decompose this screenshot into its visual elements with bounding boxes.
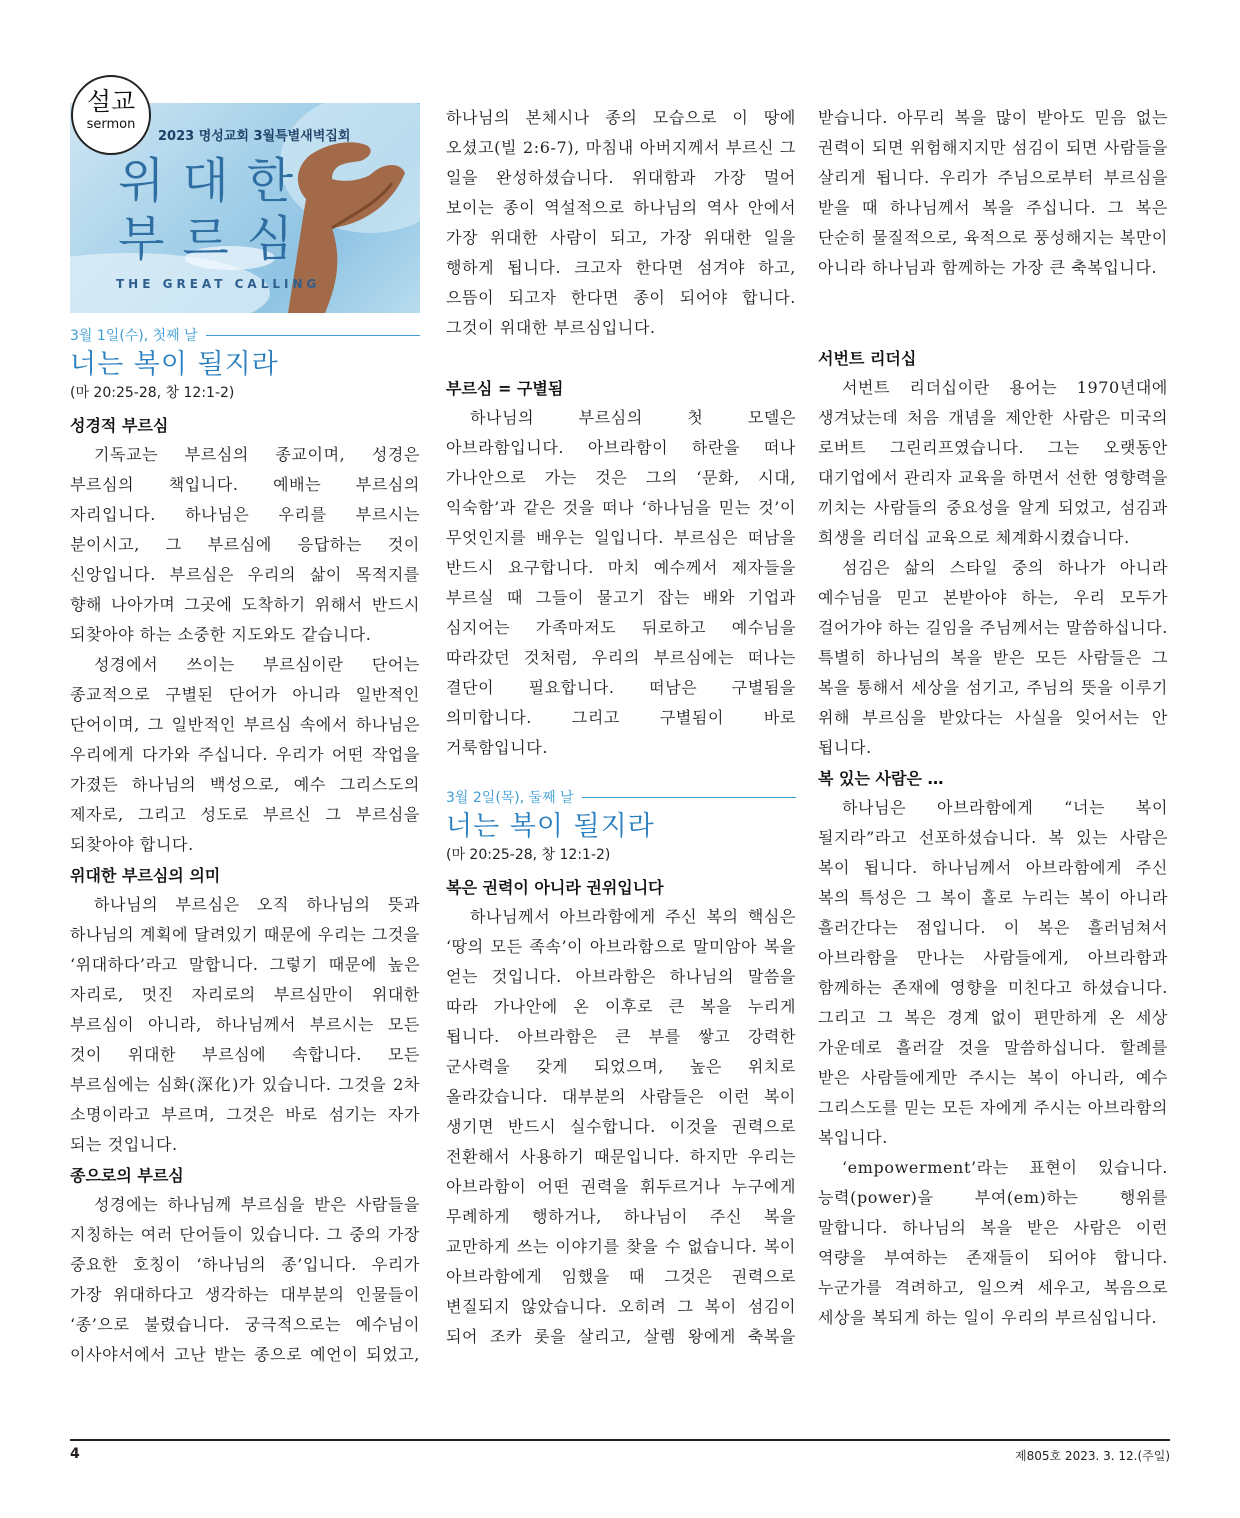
- column-1: [70, 325, 420, 1370]
- paragraph: 기독교는 부르심의 종교이며, 성경은 부르심의 책입니다. 예배는 부르심의 자리입니다. 하나님은 우리를 부르시는 분이시고, 그 부르심에 응답하는 것이 신앙입니다. 부르심은 우리의 삶이 목적지를 향해 나아가며 그곳에 도착하기 위해서 반드시 되찾아야 하는 소중한 지도와도 같습니다.: [70, 445, 420, 644]
- paragraph: 하나님의 부르심은 오직 하나님의 뜻과 하나님의 계획에 달려있기 때문에 우리는 그것을 ‘위대하다’라고 말합니다. 그렇기 때문에 높은 자리로, 멋진 자리로의 부르심만이 위대한 부르심이 아니라, 하나님께서 부르시는 모든 것이 위대한 부르심에 속합니다. 모든 부르심에는 심화(深化)가 있습니다. 그것을 2차 소명이라고 부르며, 그것은 바로 섬기는 자가 되는 것입니다.: [70, 895, 420, 1154]
- day1-date-row: [70, 325, 420, 345]
- section-heading: 위대한 부르심의 의미: [70, 866, 221, 885]
- day1-title: 너는 복이 될지라: [70, 349, 279, 380]
- section-heading: 복 있는 사람은 …: [818, 769, 944, 788]
- day2-date-row: [446, 787, 796, 807]
- section-heading: 복은 권력이 아니라 권위입니다: [446, 878, 664, 897]
- section-heading: 서번트 리더십: [818, 349, 917, 368]
- column-2: [446, 103, 796, 1352]
- paragraph: 하나님의 부르심의 첫 모델은 아브라함입니다. 아브라함이 하란을 떠나 가나안으로 가는 것은 그의 ‘문화, 시대, 익숙함’과 같은 것을 떠나 ‘하나님을 믿는 것’이 무엇인지를 배우는 일입니다. 부르심은 떠남을 반드시 요구합니다. 마치 예수께서 제자들을 부르실 때 그들이 물고기 잡는 배와 기업과 심지어는 가족마저도 뒤로하고 예수님을 따라갔던 것처럼, 우리의 부르심에는 떠나는 결단이 필요합니다. 떠남은 구별됨을 의미합니다. 그리고 구별됨이 바로 거룩함입니다.: [446, 408, 796, 757]
- paragraph: 하나님은 아브라함에게 “너는 복이 될지라”라고 선포하셨습니다. 복 있는 사람은 복이 됩니다. 하나님께서 아브라함에게 주신 복의 특성은 그 복이 홀로 누리는 복이 아니라 흘러간다는 점입니다. 이 복은 흘러넘쳐서 아브라함을 만나는 사람들에게, 아브라함과 함께하는 존재에 영향을 미친다고 하셨습니다. 그리고 그 복은 경계 없이 편만하게 온 세상 가운데로 흘러갈 것을 말씀하십니다. 할례를 받은 사람들에게만 주시는 복이 아니라, 예수 그리스도를 믿는 모든 자에게 주시는 아브라함의 복입니다.: [818, 798, 1168, 1147]
- date-divider: [206, 335, 420, 336]
- banner-title-line2: 부르심: [118, 211, 312, 267]
- sermon-badge: [71, 75, 151, 155]
- section-heading: 종으로의 부르심: [70, 1166, 184, 1185]
- day2-scripture: (마 20:25-28, 창 12:1-2): [446, 847, 611, 863]
- paragraph: ‘empowerment’라는 표현이 있습니다. 능력(power)을 부여(em)하는 행위를 말합니다. 하나님의 복을 받은 사람은 이런 역량을 부여하는 존재들이 되어야 합니다. 누군가를 격려하고, 일으켜 세우고, 복음으로 세상을 복되게 하는 일이 우리의 부르심입니다.: [818, 1158, 1168, 1327]
- column-3: [818, 103, 1168, 1333]
- footer-rule: [70, 1439, 1170, 1441]
- paragraph: 성경에는 하나님께 부르심을 받은 사람들을 지칭하는 여러 단어들이 있습니다. 그 중의 가장 중요한 호칭이 ‘하나님의 종’입니다. 우리가 가장 위대하다고 생각하는 대부분의 인물들이 ‘종’으로 불렸습니다. 궁극적으로는 예수님이 이사야서에서 고난 받는 종으로 예언이 되었고,: [70, 1195, 420, 1364]
- day2-date: 3월 2일(목), 둘째 날: [446, 790, 574, 806]
- day1-date: 3월 1일(수), 첫째 날: [70, 328, 198, 344]
- page-number: 4: [70, 1446, 80, 1462]
- paragraph: 성경에서 쓰이는 부르심이란 단어는 종교적으로 구별된 단어가 아니라 일반적인 단어이며, 그 일반적인 부르심 속에서 하나님은 우리에게 다가와 주십니다. 우리가 어떤 작업을 가졌든 하나님의 백성으로, 예수 그리스도의 제자로, 그리고 성도로 부르신 그 부르심을 되찾아야 합니다.: [70, 655, 420, 854]
- day1-scripture: (마 20:25-28, 창 12:1-2): [70, 385, 235, 401]
- banner-title-line1: 위대한: [118, 153, 312, 209]
- section-heading: 성경적 부르심: [70, 416, 169, 435]
- paragraph-continued: 하나님의 본체시나 종의 모습으로 이 땅에 오셨고(빌 2:6-7), 마침내 아버지께서 부르신 그 일을 완성하셨습니다. 위대함과 가장 멀어 보이는 종이 역설적으로 하나님의 역사 안에서 가장 위대한 사람이 되고, 가장 위대한 일을 행하게 됩니다. 크고자 한다면 섬겨야 하고, 으뜸이 되고자 한다면 종이 되어야 합니다. 그것이 위대한 부르심입니다.: [446, 108, 796, 337]
- flow-continuation: [446, 103, 796, 373]
- day2-title: 너는 복이 될지라: [446, 811, 655, 842]
- section-heading: 부르심 = 구별됨: [446, 379, 564, 398]
- issue-info: 제805호 2023. 3. 12.(주일): [1015, 1449, 1170, 1463]
- paragraph-continued: 받습니다. 아무리 복을 많이 받아도 믿음 없는 권력이 되면 위험해지지만 섬김이 되면 사람들을 살리게 됩니다. 우리가 주님으로부터 부르심을 받을 때 하나님께서 복을 주십니다. 그 복은 단순히 물질적으로, 육적으로 풍성해지는 복만이 아니라 하나님과 함께하는 가장 큰 축복입니다.: [818, 108, 1168, 277]
- paragraph: 하나님께서 아브라함에게 주신 복의 핵심은 ‘땅의 모든 족속’이 아브라함으로 말미암아 복을 얻는 것입니다. 아브라함은 하나님의 말씀을 따라 가나안에 온 이후로 큰 복을 누리게 됩니다. 아브라함은 큰 부를 쌓고 강력한 군사력을 갖게 되었으며, 높은 위치로 올라갔습니다. 대부분의 사람들은 이런 복이 생기면 반드시 실수합니다. 이것을 권력으로 전환해서 사용하기 때문입니다. 하지만 우리는 아브라함이 어떤 권력을 휘두르거나 누구에게 무례하게 행하거나, 하나님이 주신 복을 교만하게 쓰는 이야기를 찾을 수 없습니다. 복이 아브라함에게 임했을 때 그것은 권력으로 변질되지 않았습니다. 오히려 그 복이 섬김이 되어 조카 롯을 살리고, 살렘 왕에게 축복을: [446, 907, 796, 1346]
- paragraph: 섬김은 삶의 스타일 중의 하나가 아니라 예수님을 믿고 본받아야 하는, 우리 모두가 걸어가야 하는 길임을 주님께서는 말씀하십니다. 특별히 하나님의 복을 받은 모든 사람들은 그 복을 통해서 세상을 섬기고, 주님의 뜻을 이루기 위해 부르심을 받았다는 사실을 잊어서는 안 됩니다.: [818, 558, 1168, 757]
- badge-english: sermon: [86, 117, 136, 132]
- flow-continuation: [818, 103, 1168, 343]
- badge-korean: 설교: [86, 87, 136, 116]
- date-divider: [582, 797, 796, 798]
- paragraph: 서번트 리더십이란 용어는 1970년대에 생겨났는데 처음 개념을 제안한 사람은 미국의 로버트 그린리프였습니다. 그는 오랫동안 대기업에서 관리자 교육을 하면서 선한 영향력을 끼치는 사람들의 중요성을 알게 되었고, 섬김과 희생을 리더십 교육으로 체계화시켰습니다.: [818, 378, 1168, 547]
- banner-english-title: THE GREAT CALLING: [116, 277, 321, 291]
- banner-event-name: 2023 명성교회 3월특별새벽집회: [158, 129, 351, 144]
